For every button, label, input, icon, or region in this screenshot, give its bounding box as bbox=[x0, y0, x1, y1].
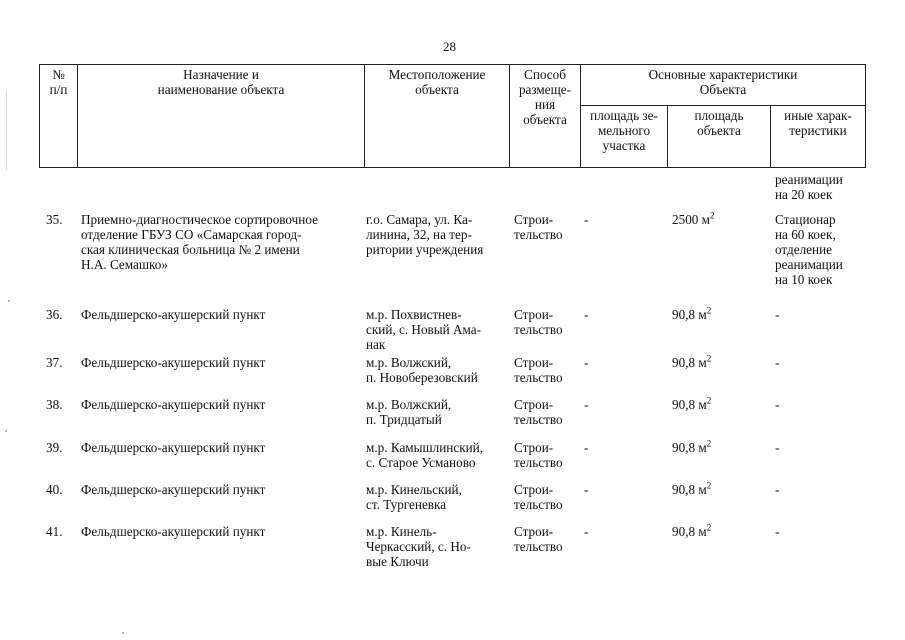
other-characteristics: - bbox=[775, 397, 780, 412]
land-area: - bbox=[584, 355, 589, 370]
land-area: - bbox=[584, 440, 589, 455]
area-unit-exponent: 2 bbox=[710, 210, 715, 221]
continued-text: реанимации на 20 коек bbox=[775, 172, 843, 202]
object-location: м.р. Похвистнев- ский, с. Новый Ама- нак bbox=[366, 307, 481, 352]
area-unit-exponent: 2 bbox=[706, 353, 712, 364]
placement-method: Строи- тельство bbox=[514, 482, 563, 512]
area-unit-exponent: 2 bbox=[706, 395, 712, 406]
header-characteristics: Основные характеристики Объекта bbox=[581, 65, 866, 106]
land-area: - bbox=[584, 524, 589, 539]
header-object-area: площадь объекта bbox=[668, 106, 771, 168]
area-value: 90,8 м bbox=[672, 440, 707, 455]
header-name: Назначение и наименование объекта bbox=[78, 65, 365, 168]
object-location: м.р. Кинельский, ст. Тургеневка bbox=[366, 482, 462, 512]
object-name: Фельдшерско-акушерский пункт bbox=[81, 524, 266, 539]
scan-speck bbox=[5, 430, 7, 432]
other-characteristics: - bbox=[775, 355, 780, 370]
object-location: м.р. Кинель- Черкасский, с. Но- вые Ключи bbox=[366, 524, 471, 569]
object-name: Фельдшерско-акушерский пункт bbox=[81, 307, 266, 322]
placement-method: Строи- тельство bbox=[514, 307, 563, 337]
header-method: Способ размеще- ния объекта bbox=[510, 65, 581, 168]
placement-method: Строи- тельство bbox=[514, 212, 563, 242]
object-name: Фельдшерско-акушерский пункт bbox=[81, 397, 266, 412]
other-characteristics: - bbox=[775, 524, 780, 539]
object-name: Фельдшерско-акушерский пункт bbox=[81, 482, 266, 497]
row-number: 39. bbox=[46, 440, 63, 455]
row-number: 41. bbox=[46, 524, 63, 539]
other-characteristics: - bbox=[775, 440, 780, 455]
area-value: 90,8 м bbox=[672, 355, 707, 370]
placement-method: Строи- тельство bbox=[514, 440, 563, 470]
row-number: 38. bbox=[46, 397, 63, 412]
object-area bbox=[672, 440, 711, 455]
placement-method: Строи- тельство bbox=[514, 355, 563, 385]
placement-method: Строи- тельство bbox=[514, 524, 563, 554]
land-area: - bbox=[584, 212, 589, 227]
row-number: 35. bbox=[46, 212, 63, 227]
object-area bbox=[672, 482, 711, 497]
land-area: - bbox=[584, 307, 589, 322]
row-number: 40. bbox=[46, 482, 63, 497]
area-unit-exponent: 2 bbox=[706, 438, 712, 449]
land-area: - bbox=[584, 397, 589, 412]
object-location: г.о. Самара, ул. Ка- линина, 32, на тер- ритории учреждения bbox=[366, 212, 484, 257]
object-location: м.р. Волжский, п. Новоберезовский bbox=[366, 355, 478, 385]
header-land-area: площадь зе- мельного участка bbox=[581, 106, 668, 168]
object-name: Фельдшерско-акушерский пункт bbox=[81, 355, 266, 370]
area-unit-exponent: 2 bbox=[706, 305, 712, 316]
row-number: 36. bbox=[46, 307, 63, 322]
row-number: 37. bbox=[46, 355, 63, 370]
area-value: 90,8 м bbox=[672, 482, 707, 497]
scan-speck bbox=[8, 300, 10, 302]
object-area bbox=[672, 212, 715, 227]
area-value: 2500 м bbox=[672, 212, 711, 227]
object-area bbox=[672, 397, 711, 412]
object-location: м.р. Волжский, п. Тридцатый bbox=[366, 397, 452, 427]
scan-speck bbox=[122, 632, 124, 634]
area-value: 90,8 м bbox=[672, 524, 707, 539]
land-area: - bbox=[584, 482, 589, 497]
object-area bbox=[672, 524, 711, 539]
other-characteristics: - bbox=[775, 307, 780, 322]
scan-edge-mark bbox=[6, 90, 7, 170]
page-number: 28 bbox=[443, 39, 456, 54]
header-num: № п/п bbox=[40, 65, 78, 168]
header-other: иные харак- теристики bbox=[771, 106, 866, 168]
object-area bbox=[672, 307, 711, 322]
area-unit-exponent: 2 bbox=[706, 480, 712, 491]
area-unit-exponent: 2 bbox=[706, 522, 712, 533]
object-area bbox=[672, 355, 711, 370]
header-location: Местоположение объекта bbox=[365, 65, 510, 168]
object-name: Приемно-диагностическое сортировочное отделение ГБУЗ СО «Самарская город- ская клиническая больница № 2 имени Н.А. Семашко» bbox=[81, 212, 318, 272]
area-value: 90,8 м bbox=[672, 397, 707, 412]
object-location: м.р. Камышлинский, с. Старое Усманово bbox=[366, 440, 484, 470]
table-header bbox=[39, 64, 866, 168]
other-characteristics: - bbox=[775, 482, 780, 497]
area-value: 90,8 м bbox=[672, 307, 707, 322]
object-name: Фельдшерско-акушерский пункт bbox=[81, 440, 266, 455]
placement-method: Строи- тельство bbox=[514, 397, 563, 427]
other-characteristics: Стационар на 60 коек, отделение реанимации на 10 коек bbox=[775, 212, 843, 287]
